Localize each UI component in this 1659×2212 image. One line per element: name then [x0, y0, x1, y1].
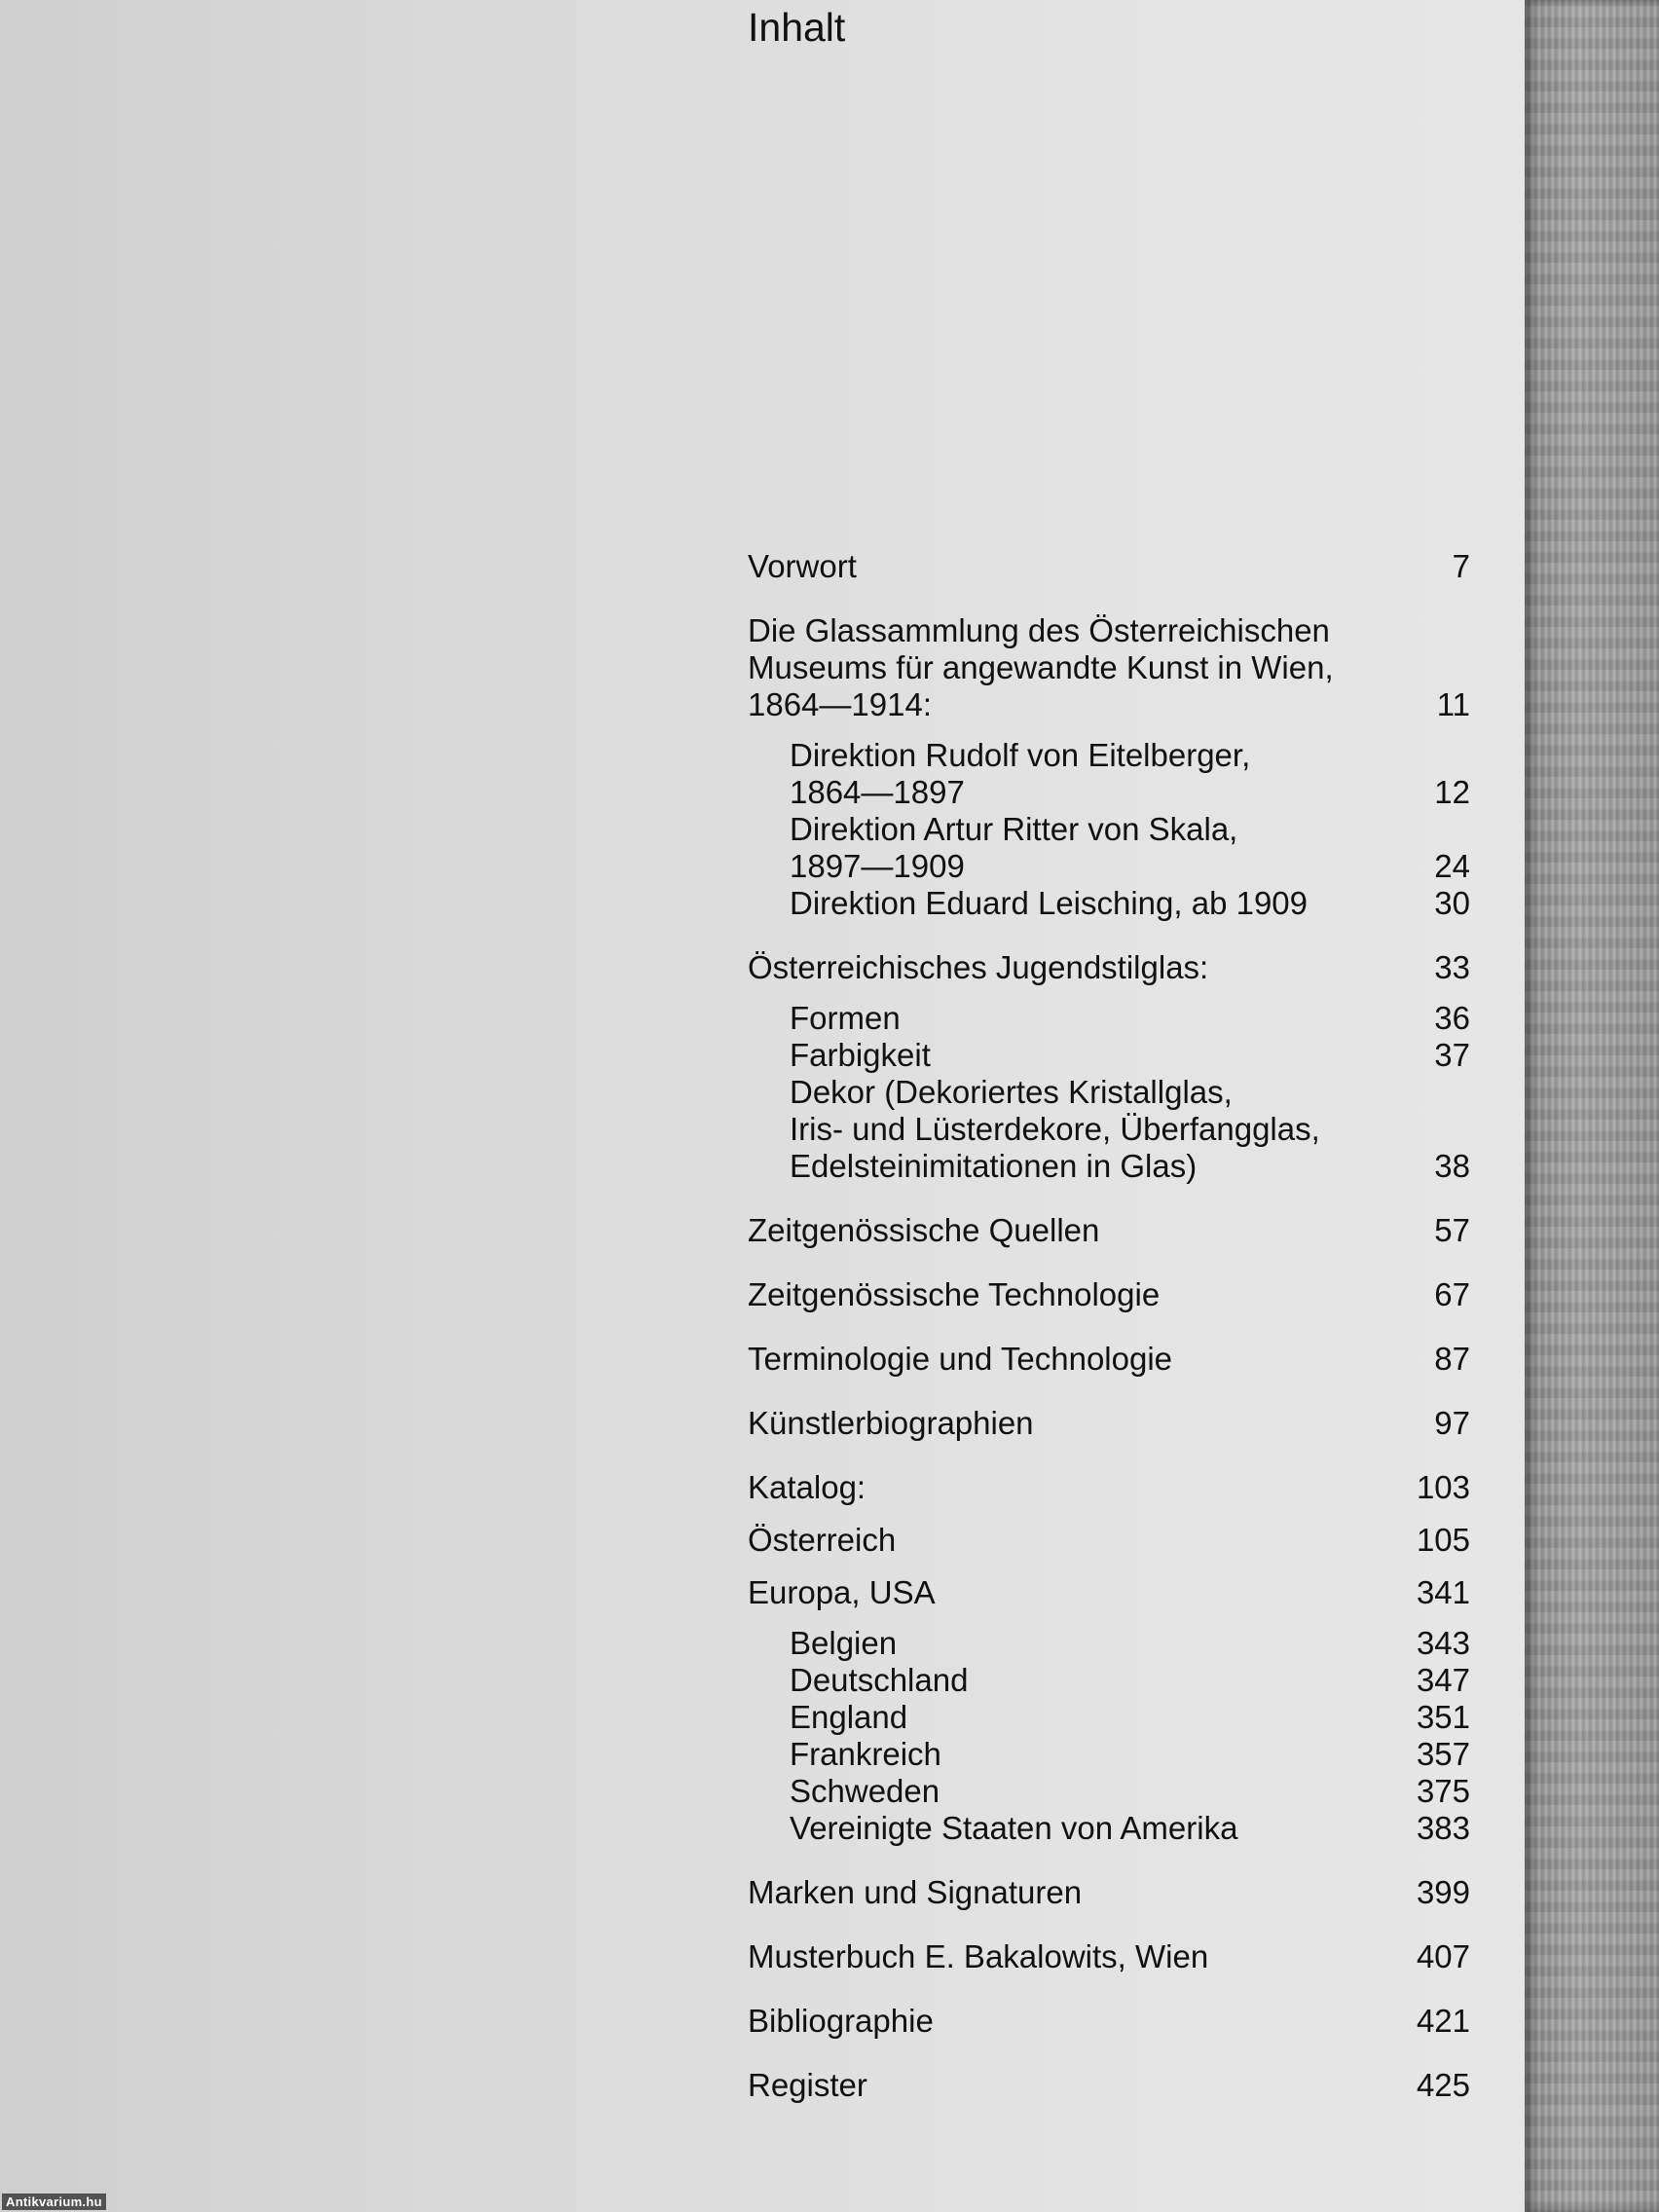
toc-subentry [748, 1736, 1470, 1773]
toc-subentry [748, 1074, 1470, 1185]
toc-subentry [748, 1000, 1470, 1037]
toc-subentry [748, 1699, 1470, 1736]
toc-page-number: 7 [1452, 548, 1470, 584]
toc-group [748, 2003, 1470, 2040]
toc-subentry [748, 1625, 1470, 1662]
toc-group [748, 1874, 1470, 1911]
toc-entry [748, 1938, 1470, 1975]
toc-page-number: 407 [1416, 1938, 1470, 1974]
toc-entry-title: Direktion Artur Ritter von Skala, 1897—1909 [790, 811, 1238, 884]
toc-page-number: 351 [1416, 1699, 1470, 1735]
table-of-contents [748, 548, 1470, 2131]
toc-group [748, 1341, 1470, 1378]
toc-subentry [748, 1662, 1470, 1699]
toc-group [748, 548, 1470, 585]
toc-entry-title: Belgien [790, 1625, 898, 1661]
toc-entry [748, 1276, 1470, 1313]
toc-entry-title: Künstlerbiographien [748, 1405, 1034, 1441]
toc-group [748, 1276, 1470, 1313]
toc-page-number: 36 [1434, 1000, 1470, 1036]
toc-page-number: 357 [1416, 1736, 1470, 1772]
toc-page-number: 37 [1434, 1037, 1470, 1073]
toc-group [748, 1469, 1470, 1847]
toc-entry-title: Vorwort [748, 548, 857, 584]
toc-entry-title: Zeitgenössische Technologie [748, 1276, 1161, 1312]
toc-entry [748, 612, 1470, 723]
toc-entry-title: Österreich [748, 1522, 897, 1558]
toc-entry-title: Zeitgenössische Quellen [748, 1212, 1100, 1248]
toc-page-number: 87 [1434, 1341, 1470, 1377]
toc-group [748, 612, 1470, 922]
toc-entry-title: Frankreich [790, 1736, 941, 1772]
toc-entry [748, 1405, 1470, 1442]
toc-entry-title: Europa, USA [748, 1574, 936, 1610]
page-title: Inhalt [748, 5, 846, 50]
toc-entry-title: Vereinigte Staaten von Amerika [790, 1810, 1238, 1846]
toc-entry [748, 1574, 1470, 1611]
toc-page-number: 33 [1434, 949, 1470, 985]
toc-group [748, 1405, 1470, 1442]
toc-page-number: 38 [1434, 1148, 1470, 1184]
toc-page-number: 24 [1434, 848, 1470, 884]
toc-entry-title: Farbigkeit [790, 1037, 931, 1073]
toc-group [748, 1212, 1470, 1249]
toc-page-number: 105 [1416, 1522, 1470, 1558]
table-surface [1525, 0, 1659, 2212]
toc-entry-title: Österreichisches Jugendstilglas: [748, 949, 1209, 985]
toc-page-number: 103 [1416, 1469, 1470, 1505]
toc-page-number: 11 [1436, 686, 1470, 722]
toc-entry-title: England [790, 1699, 908, 1735]
toc-page-number: 399 [1416, 1874, 1470, 1910]
toc-entry [748, 1469, 1470, 1506]
toc-entry-title: Direktion Rudolf von Eitelberger, 1864—1897 [790, 737, 1251, 810]
toc-page-number: 343 [1416, 1625, 1470, 1661]
toc-group [748, 2067, 1470, 2104]
toc-page-number: 57 [1434, 1212, 1470, 1248]
toc-entry-title: Dekor (Dekoriertes Kristallglas, Iris- und Lüsterdekore, Überfangglas, Edelsteinimitationen in Glas) [790, 1074, 1320, 1184]
toc-entry [748, 1522, 1470, 1559]
toc-page-number: 12 [1434, 774, 1470, 810]
toc-entry-title: Direktion Eduard Leisching, ab 1909 [790, 885, 1309, 921]
toc-entry-title: Schweden [790, 1773, 940, 1809]
toc-group [748, 949, 1470, 1185]
toc-subentry [748, 737, 1470, 811]
toc-page-number: 375 [1416, 1773, 1470, 1809]
toc-entry [748, 548, 1470, 585]
toc-page-number: 347 [1416, 1662, 1470, 1698]
toc-group [748, 1938, 1470, 1975]
toc-entry [748, 1212, 1470, 1249]
toc-entry-title: Formen [790, 1000, 901, 1036]
toc-entry [748, 2067, 1470, 2104]
toc-subentry [748, 885, 1470, 922]
toc-subentry [748, 811, 1470, 885]
toc-page-number: 425 [1416, 2067, 1470, 2103]
toc-entry-title: Marken und Signaturen [748, 1874, 1083, 1910]
toc-subentry [748, 1810, 1470, 1847]
toc-page-number: 383 [1416, 1810, 1470, 1846]
toc-entry [748, 949, 1470, 986]
toc-page-number: 341 [1416, 1574, 1470, 1610]
toc-entry-title: Deutschland [790, 1662, 969, 1698]
toc-page-number: 97 [1434, 1405, 1470, 1441]
toc-page-number: 421 [1416, 2003, 1470, 2039]
toc-entry-title: Musterbuch E. Bakalowits, Wien [748, 1938, 1209, 1974]
toc-entry [748, 2003, 1470, 2040]
toc-subentry [748, 1037, 1470, 1074]
toc-entry-title: Terminologie und Technologie [748, 1341, 1173, 1377]
toc-entry [748, 1341, 1470, 1378]
toc-entry [748, 1874, 1470, 1911]
watermark: Antikvarium.hu [2, 2194, 106, 2210]
toc-page-number: 67 [1434, 1276, 1470, 1312]
toc-entry-title: Katalog: [748, 1469, 866, 1505]
toc-subentry [748, 1773, 1470, 1810]
toc-page-number: 30 [1434, 885, 1470, 921]
toc-entry-title: Die Glassammlung des Österreichischen Museums für angewandte Kunst in Wien, 1864—1914: [748, 612, 1334, 722]
toc-entry-title: Register [748, 2067, 867, 2103]
toc-entry-title: Bibliographie [748, 2003, 934, 2039]
